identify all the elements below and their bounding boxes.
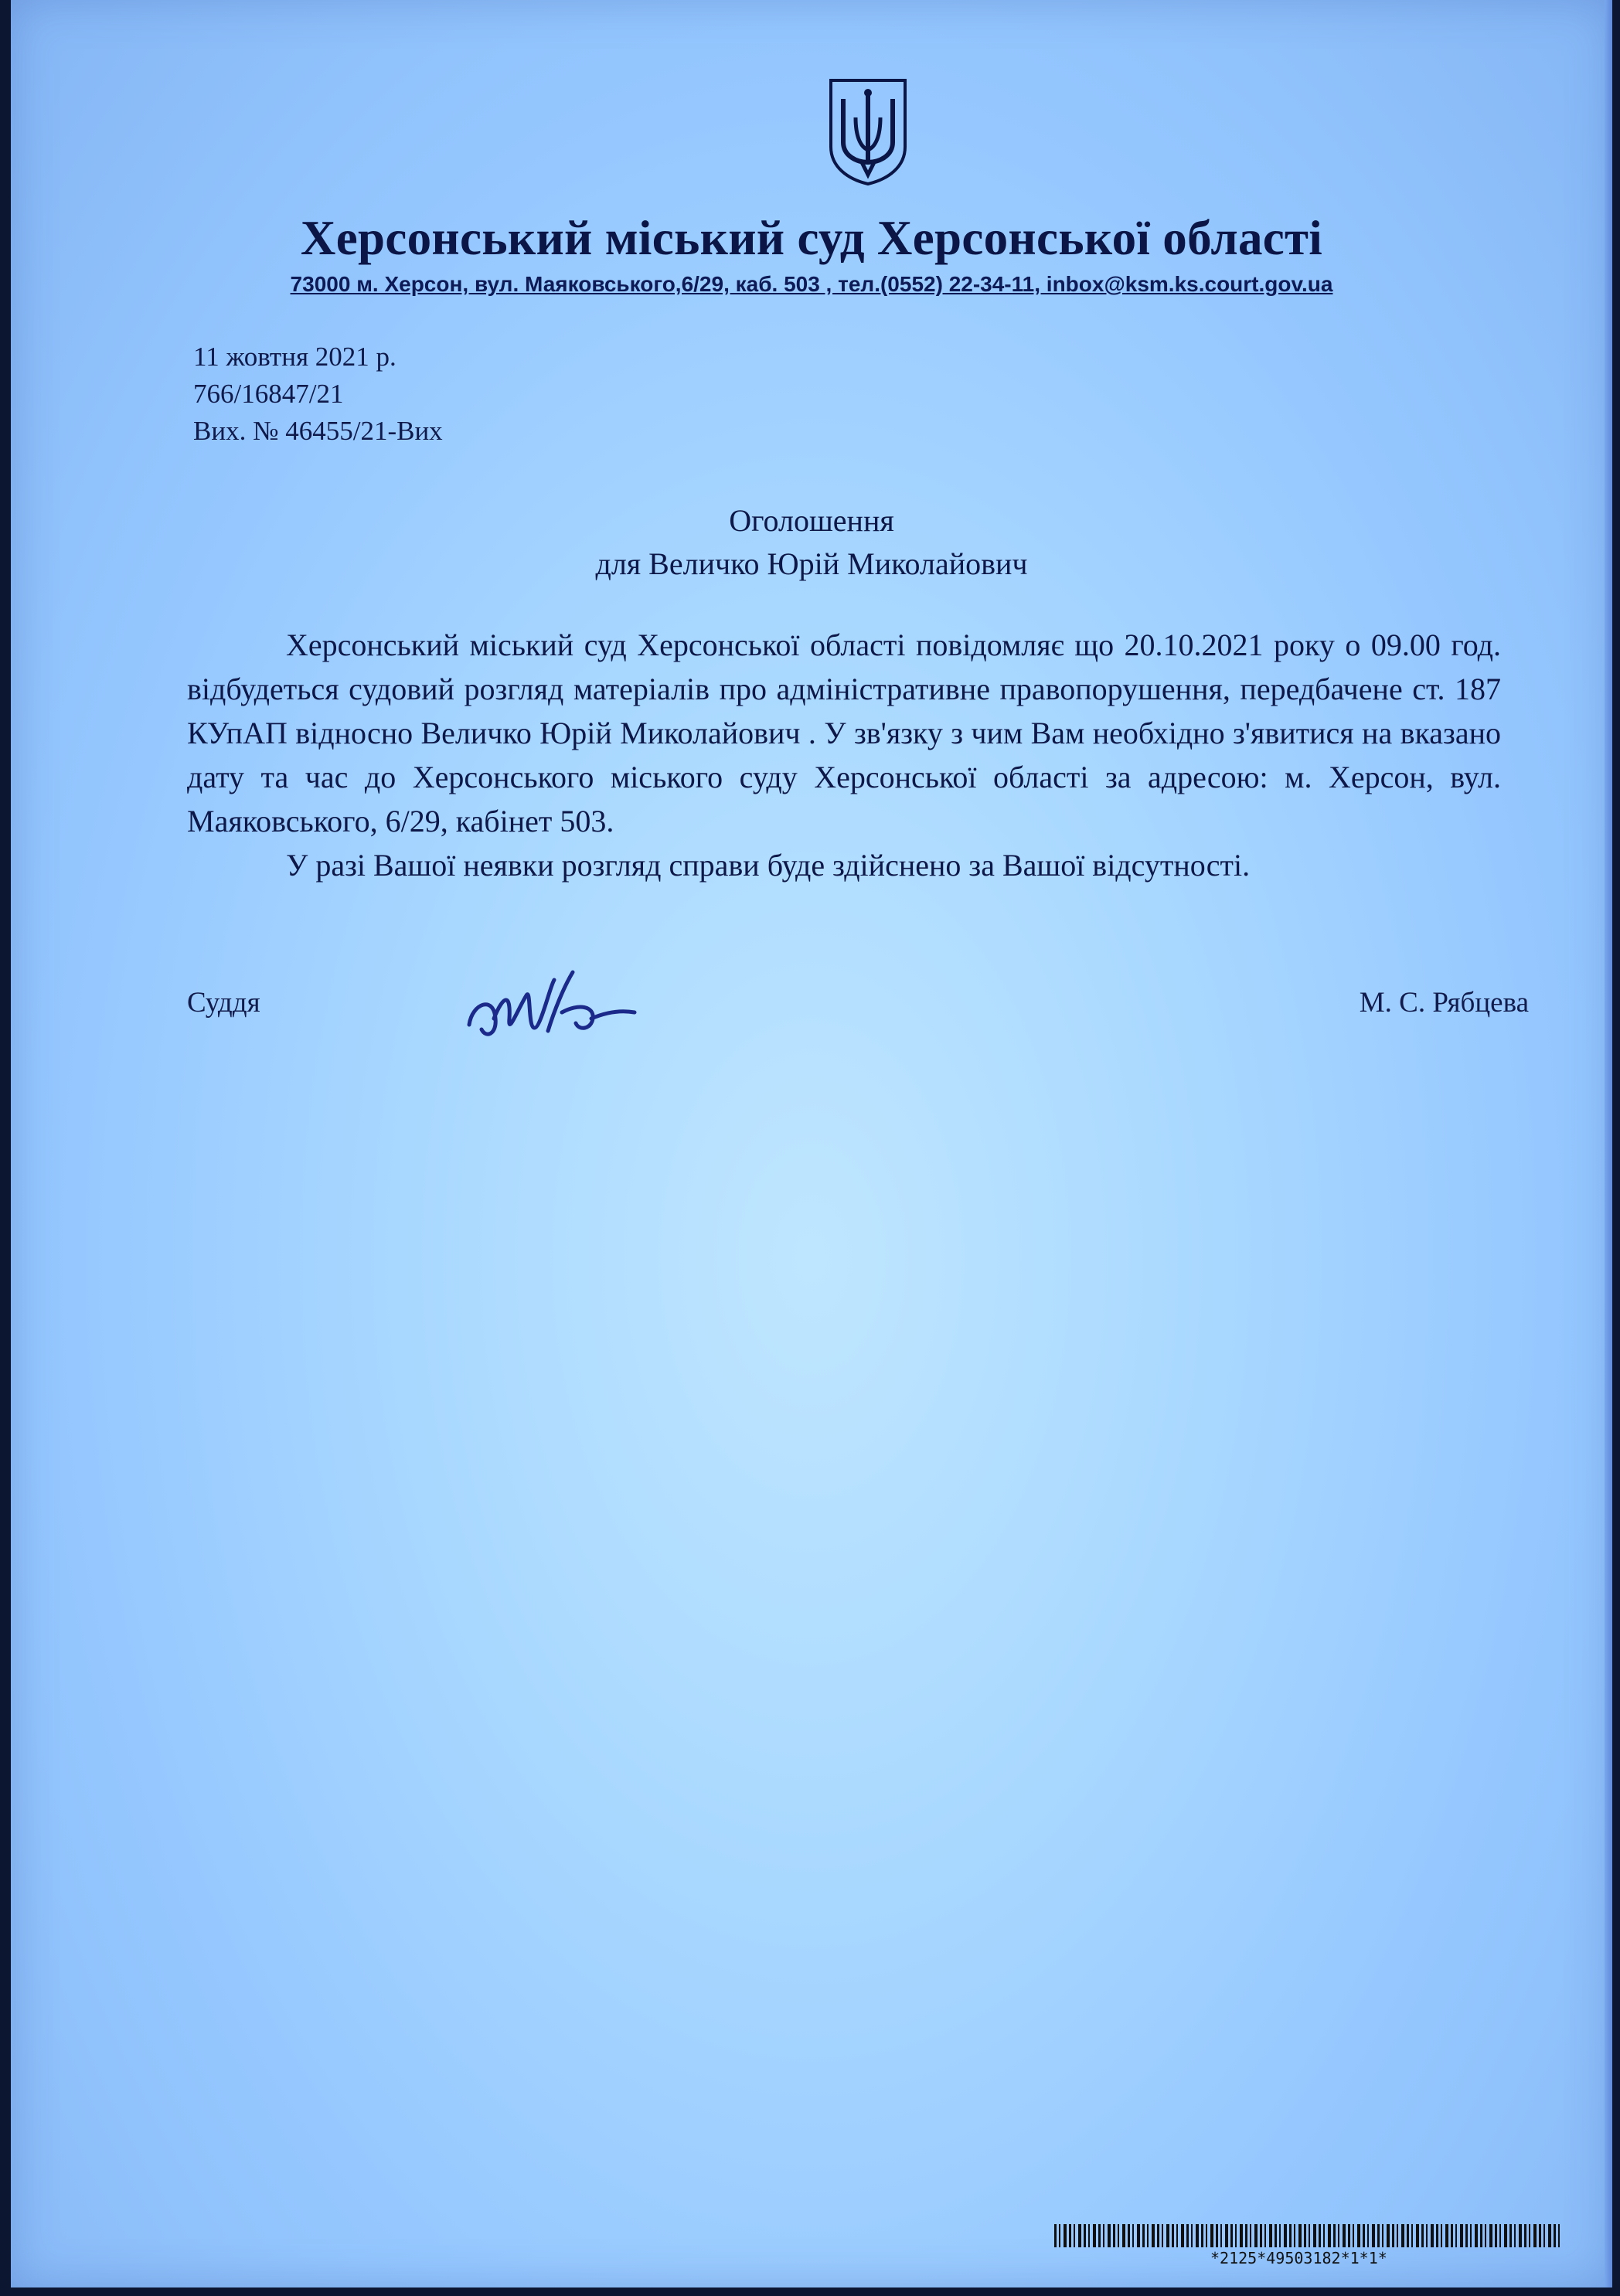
announcement-recipient: для Величко Юрій Миколайович — [595, 546, 1028, 581]
announcement-heading: Оголошення — [729, 503, 894, 538]
outgoing-number: Вих. № 46455/21-Вих — [193, 416, 443, 446]
announcement-body — [187, 623, 1501, 887]
court-address: 73000 м. Херсон, вул. Маяковського,6/29, каб. 503 , тел.(0552) 22-34-11, inbox@ksm.ks.court.gov.ua — [290, 272, 1333, 296]
body-paragraph-2: У разі Вашої неявки розгляд справи буде здійснено за Вашої відсутності. — [286, 848, 1251, 883]
judge-name: М. С. Рябцева — [1359, 987, 1529, 1019]
announcement-title — [11, 499, 1612, 586]
judge-label: Суддя — [187, 987, 260, 1019]
court-name-heading: Херсонський міський суд Херсонської області — [300, 211, 1323, 265]
document-barcode — [1054, 2224, 1560, 2247]
barcode-number: *2125*49503182*1*1* — [1210, 2249, 1387, 2267]
document-date: 11 жовтня 2021 р. — [193, 342, 396, 372]
page-edge — [1605, 0, 1612, 2287]
document-page — [11, 0, 1612, 2287]
document-meta — [193, 338, 443, 450]
signature-row — [11, 964, 1612, 1049]
case-number: 766/16847/21 — [193, 379, 344, 409]
body-paragraph-1: Херсонський міський суд Херсонської області повідомляє що 20.10.2021 року о 09.00 год. відбудеться судовий розгляд матеріалів про адміністративне правопорушення, передбачене ст. 187 КУпАП відносно Величко Юрій Миколайович . У зв'язку з чим Вам необхідно з'явитися на вказано дату та час до Херсонського міського суду Херсонської області за адресою: м. Херсон, вул. Маяковського, 6/29, кабінет 503. — [187, 628, 1501, 838]
trident-emblem-icon — [826, 76, 910, 188]
handwritten-signature — [463, 964, 641, 1049]
